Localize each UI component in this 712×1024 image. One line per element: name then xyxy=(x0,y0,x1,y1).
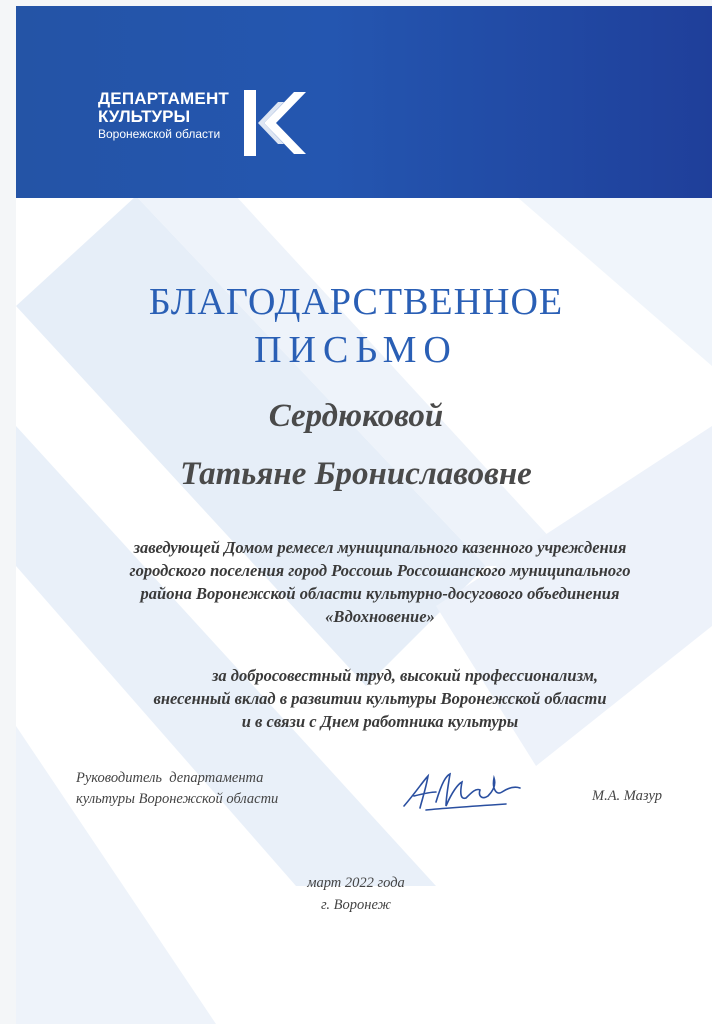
logo-line-2: КУЛЬТУРЫ xyxy=(98,107,191,126)
position-line-2: городского поселения город Россошь Россошанского муниципального xyxy=(129,561,631,580)
logo-line-1: ДЕПАРТАМЕНТ xyxy=(98,89,230,108)
position-line-1: заведующей Домом ремесел муниципального казенного учреждения xyxy=(133,538,627,557)
recipient-surname: Сердюковой xyxy=(268,398,444,434)
position-line-4: «Вдохновение» xyxy=(325,607,435,626)
department-logo-text xyxy=(98,90,229,142)
title-line-2: ПИСЬМО xyxy=(254,329,458,371)
issue-date-place xyxy=(0,872,712,916)
reason-line-1: за добросовестный труд, высокий профессионализм, xyxy=(211,666,599,685)
signatory-role-line-2: культуры Воронежской области xyxy=(76,791,279,807)
recipient-given-names: Татьяне Брониславовне xyxy=(180,456,532,492)
title-line-1: БЛАГОДАРСТВЕННОЕ xyxy=(148,281,564,323)
header-banner xyxy=(16,6,712,198)
signatory-role xyxy=(76,768,278,810)
reason-line-3: и в связи с Днем работника культуры xyxy=(241,712,519,731)
reason-text xyxy=(80,664,680,733)
logo-line-3: Воронежской области xyxy=(98,127,221,141)
department-k-logo-icon xyxy=(242,88,308,160)
issue-date: март 2022 года xyxy=(307,875,405,891)
position-line-3: района Воронежской области культурно-досугового объединения xyxy=(140,584,620,603)
position-description xyxy=(80,536,680,628)
reason-line-2: внесенный вклад в развитии культуры Воронежской области xyxy=(153,689,607,708)
issue-city: г. Воронеж xyxy=(320,897,392,913)
handwritten-signature xyxy=(396,762,526,822)
signatory-role-line-1: Руководитель департамента xyxy=(76,770,264,786)
signatory-name: М.А. Мазур xyxy=(592,788,662,804)
